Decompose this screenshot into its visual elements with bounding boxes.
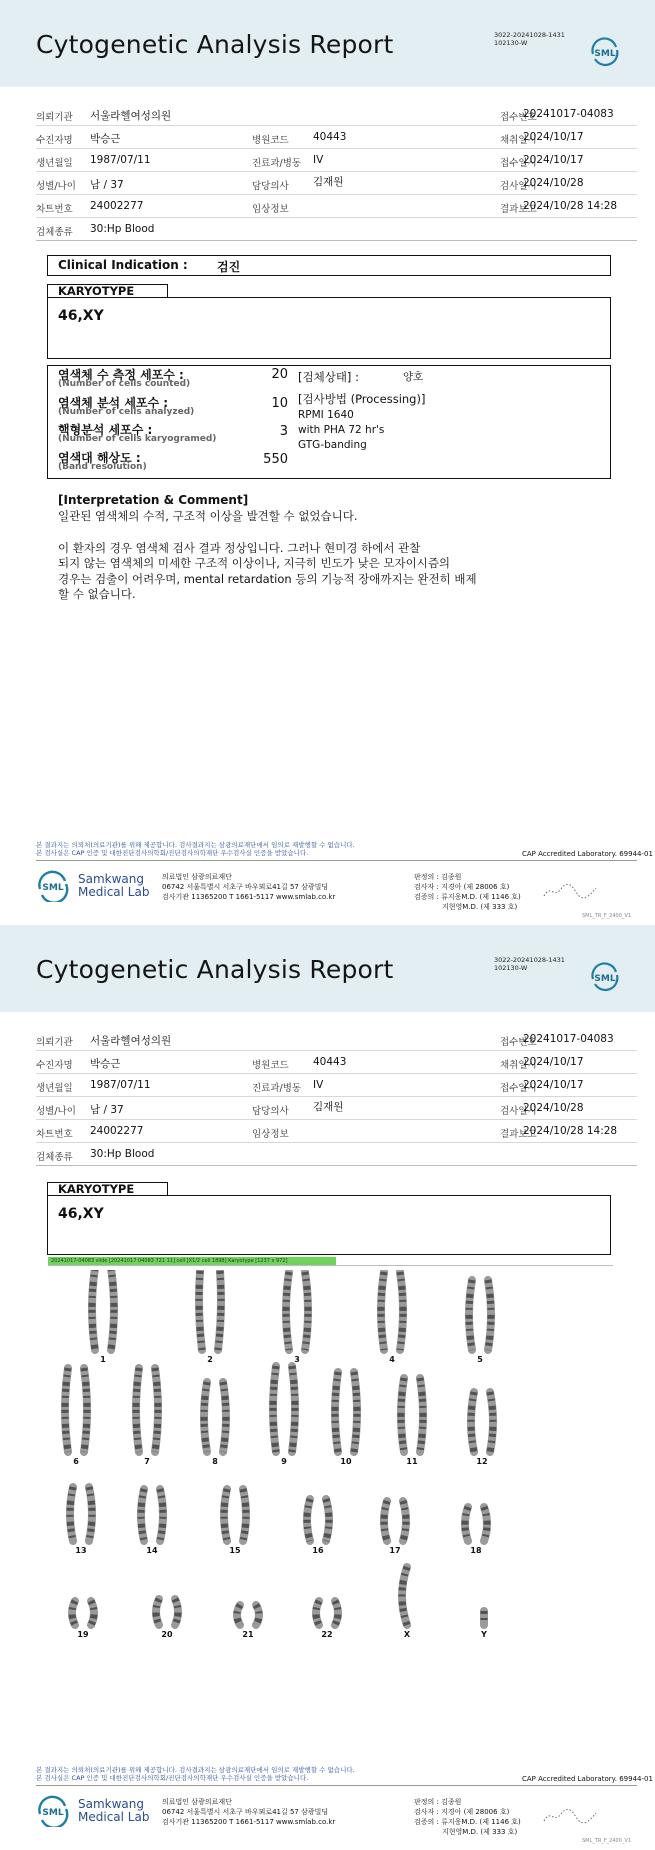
chromosome-X — [402, 1567, 407, 1625]
cells-karyogramed-sub: (Number of cells karyogramed) — [58, 434, 217, 444]
chromosome-3-a — [286, 1272, 289, 1350]
org-value-2: 서울라헬여성의원 — [90, 1035, 172, 1047]
method-label: [검사방법 (Processing)] — [298, 392, 426, 406]
collect-date-label-2: 채취일시 — [500, 1060, 537, 1071]
chromosome-10-a — [335, 1372, 338, 1452]
sex-age-label: 성별/나이 — [36, 181, 76, 192]
chromosome-22-a — [316, 1601, 319, 1625]
receipt-no-value-2: 20241017-04083 — [523, 1033, 614, 1045]
chromosome-label-1: 1 — [100, 1355, 106, 1364]
org-label: 의뢰기관 — [36, 112, 73, 123]
chromosome-17-b — [403, 1501, 406, 1541]
method-line-2: with PHA 72 hr's — [298, 424, 385, 436]
sex-age-label-2: 성별/나이 — [36, 1106, 76, 1117]
test-date-label-2: 검사일시 — [500, 1106, 537, 1117]
footer-brand — [78, 873, 149, 899]
specimen-status-value: 양호 — [403, 371, 424, 383]
chromosome-7-a — [136, 1368, 139, 1452]
chart-no-value-2: 24002277 — [90, 1125, 144, 1137]
chromosome-10-b — [354, 1372, 357, 1452]
info-row-2-2 — [36, 1051, 637, 1074]
doctor-label-2: 담당의사 — [252, 1106, 289, 1117]
clinical-info-label-2: 임상정보 — [252, 1129, 289, 1140]
samkwang-logo-icon-2 — [36, 1793, 70, 1827]
footer-notice-2-line-1: 본 결과지는 의뢰처(의료기관)를 위해 제공합니다. 검사결과지는 삼광의료재단에서 임의로 재발행할 수 없습니다. — [36, 1766, 355, 1774]
info-row-2-5 — [36, 1120, 637, 1143]
chromosome-20-b — [175, 1599, 178, 1625]
info-row-1 — [36, 103, 637, 126]
hospital-code-value: 40443 — [313, 131, 347, 143]
karyotype-tab-label-2: KARYOTYPE — [58, 1182, 135, 1196]
chromosome-label-22: 22 — [321, 1630, 333, 1639]
footer-address-line-3: 검사기관 11365200 T 1661-5117 www.smlab.co.kr — [162, 893, 336, 901]
footer-address-line-2: 06742 서울특별시 서초구 바우뫼로41길 57 삼광빌딩 — [162, 883, 329, 891]
chromosome-19-a — [72, 1601, 75, 1625]
dept-value: IV — [313, 154, 324, 166]
clinical-indication-value: 검진 — [217, 260, 241, 274]
footer-address-2-line-2: 06742 서울특별시 서초구 바우뫼로41길 57 삼광빌딩 — [162, 1808, 329, 1816]
chromosome-label-17: 17 — [389, 1546, 401, 1555]
receive-date-value-2: 2024/10/17 — [523, 1079, 584, 1091]
footer-staff-2-line-3: 검증의 : 류지웅M.D. (제 1146 호) — [414, 1818, 521, 1826]
chromosome-4-a — [381, 1272, 384, 1350]
hospital-code-label-2: 병원코드 — [252, 1060, 289, 1071]
name-label-2: 수진자명 — [36, 1060, 73, 1071]
info-row-2 — [36, 126, 637, 149]
doctor-value-2: 김재원 — [313, 1101, 344, 1113]
interpretation-line-4: 경우는 검출이 어려우며, mental retardation 등의 기능적 장애까지는 완전히 배제 — [58, 572, 477, 586]
footer-address-2-line-3: 검사기관 11365200 T 1661-5117 www.smlab.co.kr — [162, 1818, 336, 1826]
cells-analyzed-value: 10 — [271, 396, 288, 411]
chromosome-6-b — [84, 1368, 87, 1452]
collect-date-value-2: 2024/10/17 — [523, 1056, 584, 1068]
report-title-2: Cytogenetic Analysis Report — [36, 955, 394, 984]
karyotype-tab — [47, 284, 168, 297]
clinical-indication-label: Clinical Indication : — [58, 258, 188, 272]
band-resolution-label: 염색대 해상도 : — [58, 451, 141, 465]
footer-address-2-line-1: 의료법인 삼광의료재단 — [162, 1798, 232, 1806]
header-code-2-line-2: 102130-W — [494, 964, 528, 972]
info-row-3 — [36, 149, 637, 172]
samkwang-logo-icon — [36, 868, 70, 902]
info-row-2-4 — [36, 1097, 637, 1120]
chromosome-18-b — [484, 1507, 487, 1541]
info-row-2-1 — [36, 1028, 637, 1051]
chromosome-label-5: 5 — [477, 1355, 483, 1364]
chromosome-label-14: 14 — [146, 1546, 158, 1555]
info-row-4 — [36, 172, 637, 195]
footer-staff-2-line-4: 지현영M.D. (제 333 호) — [442, 1828, 518, 1836]
chromosome-11-a — [401, 1378, 404, 1452]
karyogram-caption-bar: 20241017-04083 slide [20241017 04083 721 11] cell [X1/2 cell 1898] Karyotype [1237 x 972] — [48, 1257, 336, 1265]
test-date-value-2: 2024/10/28 — [523, 1102, 584, 1114]
name-value-2: 박승근 — [90, 1058, 121, 1070]
chromosome-14-b — [160, 1489, 163, 1541]
footer-notice-2 — [36, 1766, 355, 1782]
chromosome-17-a — [384, 1501, 387, 1541]
chromosome-label-2: 2 — [207, 1355, 213, 1364]
cells-karyogramed-label: 핵형분석 세포수 : — [58, 423, 153, 437]
footer-brand-2-line-2: Medical Lab — [78, 1810, 150, 1824]
karyogram-caption-rule — [48, 1265, 613, 1266]
receipt-no-value: 20241017-04083 — [523, 108, 614, 120]
chromosome-9-b — [292, 1366, 295, 1452]
result-date-label: 결과보고 — [500, 204, 537, 215]
chromosome-6-a — [65, 1368, 68, 1452]
result-date-label-2: 결과보고 — [500, 1129, 537, 1140]
hospital-code-label: 병원코드 — [252, 135, 289, 146]
specimen-label-2: 검체종류 — [36, 1152, 73, 1163]
clinical-info-label: 임상정보 — [252, 204, 289, 215]
dept-value-2: IV — [313, 1079, 324, 1091]
chromosome-label-19: 19 — [77, 1630, 89, 1639]
interpretation-line-1: 일관된 염색체의 수적, 구조적 이상을 발견할 수 없었습니다. — [58, 509, 358, 523]
info-row-6 — [36, 218, 637, 241]
footer-notice — [36, 841, 355, 857]
footer-brand-2 — [78, 1798, 149, 1824]
chromosome-2-b — [218, 1270, 221, 1350]
header-code-2-line-1: 3022-20241028-1431 — [494, 956, 565, 964]
chromosome-2-a — [199, 1270, 202, 1350]
chromosome-label-4: 4 — [389, 1355, 395, 1364]
footer-address-2 — [162, 1797, 335, 1827]
footer-staff-2-line-2: 검사자 : 지경아 (제 28006 호) — [414, 1808, 510, 1816]
signature-icon — [540, 878, 600, 902]
footer-brand-2-line-1: Samkwang — [78, 1797, 144, 1811]
chromosome-21-a — [237, 1605, 240, 1625]
clinical-indication-box — [47, 255, 611, 276]
chromosome-label-12: 12 — [476, 1457, 488, 1466]
footer-staff-line-4: 지현영M.D. (제 333 호) — [442, 903, 518, 911]
band-resolution-sub: (Band resolution) — [58, 462, 147, 472]
chromosome-1-a — [92, 1270, 95, 1350]
footer-rule — [36, 860, 637, 861]
patient-info-table — [36, 103, 637, 241]
footer-brand-line-1: Samkwang — [78, 872, 144, 886]
chromosome-14-a — [141, 1489, 144, 1541]
chromosome-11-b — [420, 1378, 423, 1452]
collect-date-value: 2024/10/17 — [523, 131, 584, 143]
name-label: 수진자명 — [36, 135, 73, 146]
chromosome-label-18: 18 — [470, 1546, 482, 1555]
chromosome-label-16: 16 — [312, 1546, 324, 1555]
sml-logo-text: SML — [594, 49, 616, 59]
method-line-3: GTG-banding — [298, 439, 367, 451]
form-code-2: SML_TR_F_2400_V1 — [582, 1838, 632, 1844]
chromosome-13-b — [89, 1487, 92, 1541]
specimen-value: 30:Hp Blood — [90, 223, 155, 235]
header-code-line-1: 3022-20241028-1431 — [494, 31, 565, 39]
cell-count-box — [47, 365, 611, 479]
cells-analyzed-sub: (Number of cells analyzed) — [58, 407, 195, 417]
collect-date-label: 채취일시 — [500, 135, 537, 146]
info-row-2-3 — [36, 1074, 637, 1097]
chromosome-label-21: 21 — [242, 1630, 254, 1639]
chromosome-18-a — [465, 1507, 468, 1541]
cells-counted-sub: (Number of cells counted) — [58, 379, 191, 389]
chromosome-label-11: 11 — [406, 1457, 418, 1466]
chromosome-13-a — [70, 1487, 73, 1541]
receipt-no-label: 접수번호 — [500, 112, 537, 123]
chromosome-16-a — [307, 1499, 310, 1541]
footer-address-line-1: 의료법인 삼광의료재단 — [162, 873, 232, 881]
hospital-code-value-2: 40443 — [313, 1056, 347, 1068]
karyotype-box-2 — [47, 1195, 611, 1255]
chromosome-8-a — [204, 1382, 207, 1452]
chromosome-5-a — [469, 1280, 472, 1350]
test-date-value: 2024/10/28 — [523, 177, 584, 189]
chromosome-15-b — [243, 1489, 246, 1541]
signature-icon-2 — [540, 1803, 600, 1827]
specimen-label: 검체종류 — [36, 227, 73, 238]
chromosome-12-b — [490, 1392, 493, 1452]
interpretation-title: [Interpretation & Comment] — [58, 493, 249, 507]
header-code — [494, 31, 565, 47]
chromosome-4-b — [400, 1272, 403, 1350]
doctor-value: 김재원 — [313, 176, 344, 188]
chart-no-value: 24002277 — [90, 200, 144, 212]
chromosome-22-b — [335, 1601, 338, 1625]
receive-date-value: 2024/10/17 — [523, 154, 584, 166]
sml-logo-icon-2 — [589, 959, 621, 993]
chromosome-label-20: 20 — [161, 1630, 173, 1639]
footer-staff-line-3: 검증의 : 류지웅M.D. (제 1146 호) — [414, 893, 521, 901]
footer-notice-line-1: 본 결과지는 의뢰처(의료기관)를 위해 제공합니다. 검사결과지는 삼광의료재단에서 임의로 재발행할 수 없습니다. — [36, 841, 355, 849]
sex-age-value-2: 남 / 37 — [90, 1104, 124, 1116]
cells-analyzed-label: 염색체 분석 세포수 : — [58, 396, 169, 410]
footer-staff-2-line-1: 판정의 : 김종원 — [414, 1798, 462, 1806]
dob-label-2: 생년월일 — [36, 1083, 73, 1094]
report-title: Cytogenetic Analysis Report — [36, 30, 394, 59]
specimen-value-2: 30:Hp Blood — [90, 1148, 155, 1160]
chromosome-label-10: 10 — [340, 1457, 352, 1466]
chromosome-12-a — [471, 1392, 474, 1452]
chromosome-15-a — [224, 1489, 227, 1541]
samkwang-logo-text-2: SML — [42, 1808, 64, 1818]
samkwang-logo-text: SML — [42, 883, 64, 893]
karyotype-tab-2 — [47, 1182, 168, 1195]
cap-accreditation-2: CAP Accredited Laboratory. 69944-01 — [522, 1775, 653, 1783]
org-label-2: 의뢰기관 — [36, 1037, 73, 1048]
chromosome-label-8: 8 — [212, 1457, 218, 1466]
karyotype-result-2: 46,XY — [58, 1206, 104, 1222]
info-row-5 — [36, 195, 637, 218]
chart-no-label-2: 차트번호 — [36, 1129, 73, 1140]
chromosome-5-b — [488, 1280, 491, 1350]
footer-staff-line-1: 판정의 : 김종원 — [414, 873, 462, 881]
chromosome-label-X: X — [403, 1630, 411, 1639]
sml-logo-icon — [589, 34, 621, 68]
footer-staff — [414, 872, 521, 912]
footer-brand-line-2: Medical Lab — [78, 885, 150, 899]
chromosome-16-b — [326, 1499, 329, 1541]
interpretation-line-5: 할 수 없습니다. — [58, 587, 136, 601]
footer-staff-2 — [414, 1797, 521, 1837]
chart-no-label: 차트번호 — [36, 204, 73, 215]
header-code-line-2: 102130-W — [494, 39, 528, 47]
receipt-no-label-2: 접수번호 — [500, 1037, 537, 1048]
interpretation-line-2: 이 환자의 경우 염색체 검사 결과 정상입니다. 그러나 현미경 하에서 관찰 — [58, 541, 421, 555]
result-date-value: 2024/10/28 14:28 — [523, 200, 618, 212]
receive-date-label-2: 접수일시 — [500, 1083, 537, 1094]
org-value: 서울라헬여성의원 — [90, 110, 172, 122]
chromosome-label-9: 9 — [281, 1457, 287, 1466]
chromosome-8-b — [223, 1382, 226, 1452]
doctor-label: 담당의사 — [252, 181, 289, 192]
dob-value: 1987/07/11 — [90, 154, 151, 166]
chromosome-19-b — [91, 1601, 94, 1625]
chromosome-9-a — [273, 1366, 276, 1452]
chromosome-label-15: 15 — [229, 1546, 241, 1555]
chromosome-label-7: 7 — [144, 1457, 150, 1466]
result-date-value-2: 2024/10/28 14:28 — [523, 1125, 618, 1137]
chromosome-label-13: 13 — [75, 1546, 87, 1555]
chromosome-label-Y: Y — [481, 1630, 487, 1639]
method-line-1: RPMI 1640 — [298, 409, 354, 421]
cells-karyogramed-value: 3 — [279, 424, 288, 439]
name-value: 박승근 — [90, 133, 121, 145]
header-code-2 — [494, 956, 565, 972]
footer-notice-2-line-2: 본 검사실은 CAP 인증 및 대한진단검사의학회/진단검사의학재단 우수검사실 인증을 받았습니다. — [36, 1774, 309, 1782]
footer-notice-line-2: 본 검사실은 CAP 인증 및 대한진단검사의학회/진단검사의학재단 우수검사실 인증을 받았습니다. — [36, 849, 309, 857]
specimen-status-label: [검체상태] : — [298, 370, 359, 384]
band-resolution-value: 550 — [263, 452, 288, 467]
cells-counted-label: 염색체 수 측정 세포수 : — [58, 368, 184, 382]
receive-date-label: 접수일시 — [500, 158, 537, 169]
interpretation-line-3: 되지 않는 염색체의 미세한 구조적 이상이나, 지극히 빈도가 낮은 모자이시즘의 — [58, 556, 451, 570]
sex-age-value: 남 / 37 — [90, 179, 124, 191]
chromosome-20-a — [156, 1599, 159, 1625]
patient-info-table-2 — [36, 1028, 637, 1166]
dob-value-2: 1987/07/11 — [90, 1079, 151, 1091]
info-row-2-6 — [36, 1143, 637, 1166]
sml-logo-text-2: SML — [594, 974, 616, 984]
karyotype-result: 46,XY — [58, 308, 104, 324]
karyogram-image — [48, 1270, 614, 1715]
dob-label: 생년월일 — [36, 158, 73, 169]
karyotype-box — [47, 297, 611, 359]
footer-address — [162, 872, 335, 902]
chromosome-21-b — [256, 1605, 259, 1625]
dept-label-2: 진료과/병동 — [252, 1083, 302, 1094]
cap-accreditation: CAP Accredited Laboratory. 69944-01 — [522, 850, 653, 858]
karyotype-tab-label: KARYOTYPE — [58, 284, 135, 298]
footer-staff-line-2: 검사자 : 지경아 (제 28006 호) — [414, 883, 510, 891]
footer-rule-2 — [36, 1785, 637, 1786]
dept-label: 진료과/병동 — [252, 158, 302, 169]
chromosome-3-b — [305, 1272, 308, 1350]
chromosome-7-b — [155, 1368, 158, 1452]
cells-counted-value: 20 — [271, 367, 288, 382]
chromosome-label-3: 3 — [294, 1355, 300, 1364]
test-date-label: 검사일시 — [500, 181, 537, 192]
chromosome-1-b — [111, 1270, 114, 1350]
form-code: SML_TR_F_2400_V1 — [582, 913, 632, 919]
chromosome-label-6: 6 — [73, 1457, 79, 1466]
